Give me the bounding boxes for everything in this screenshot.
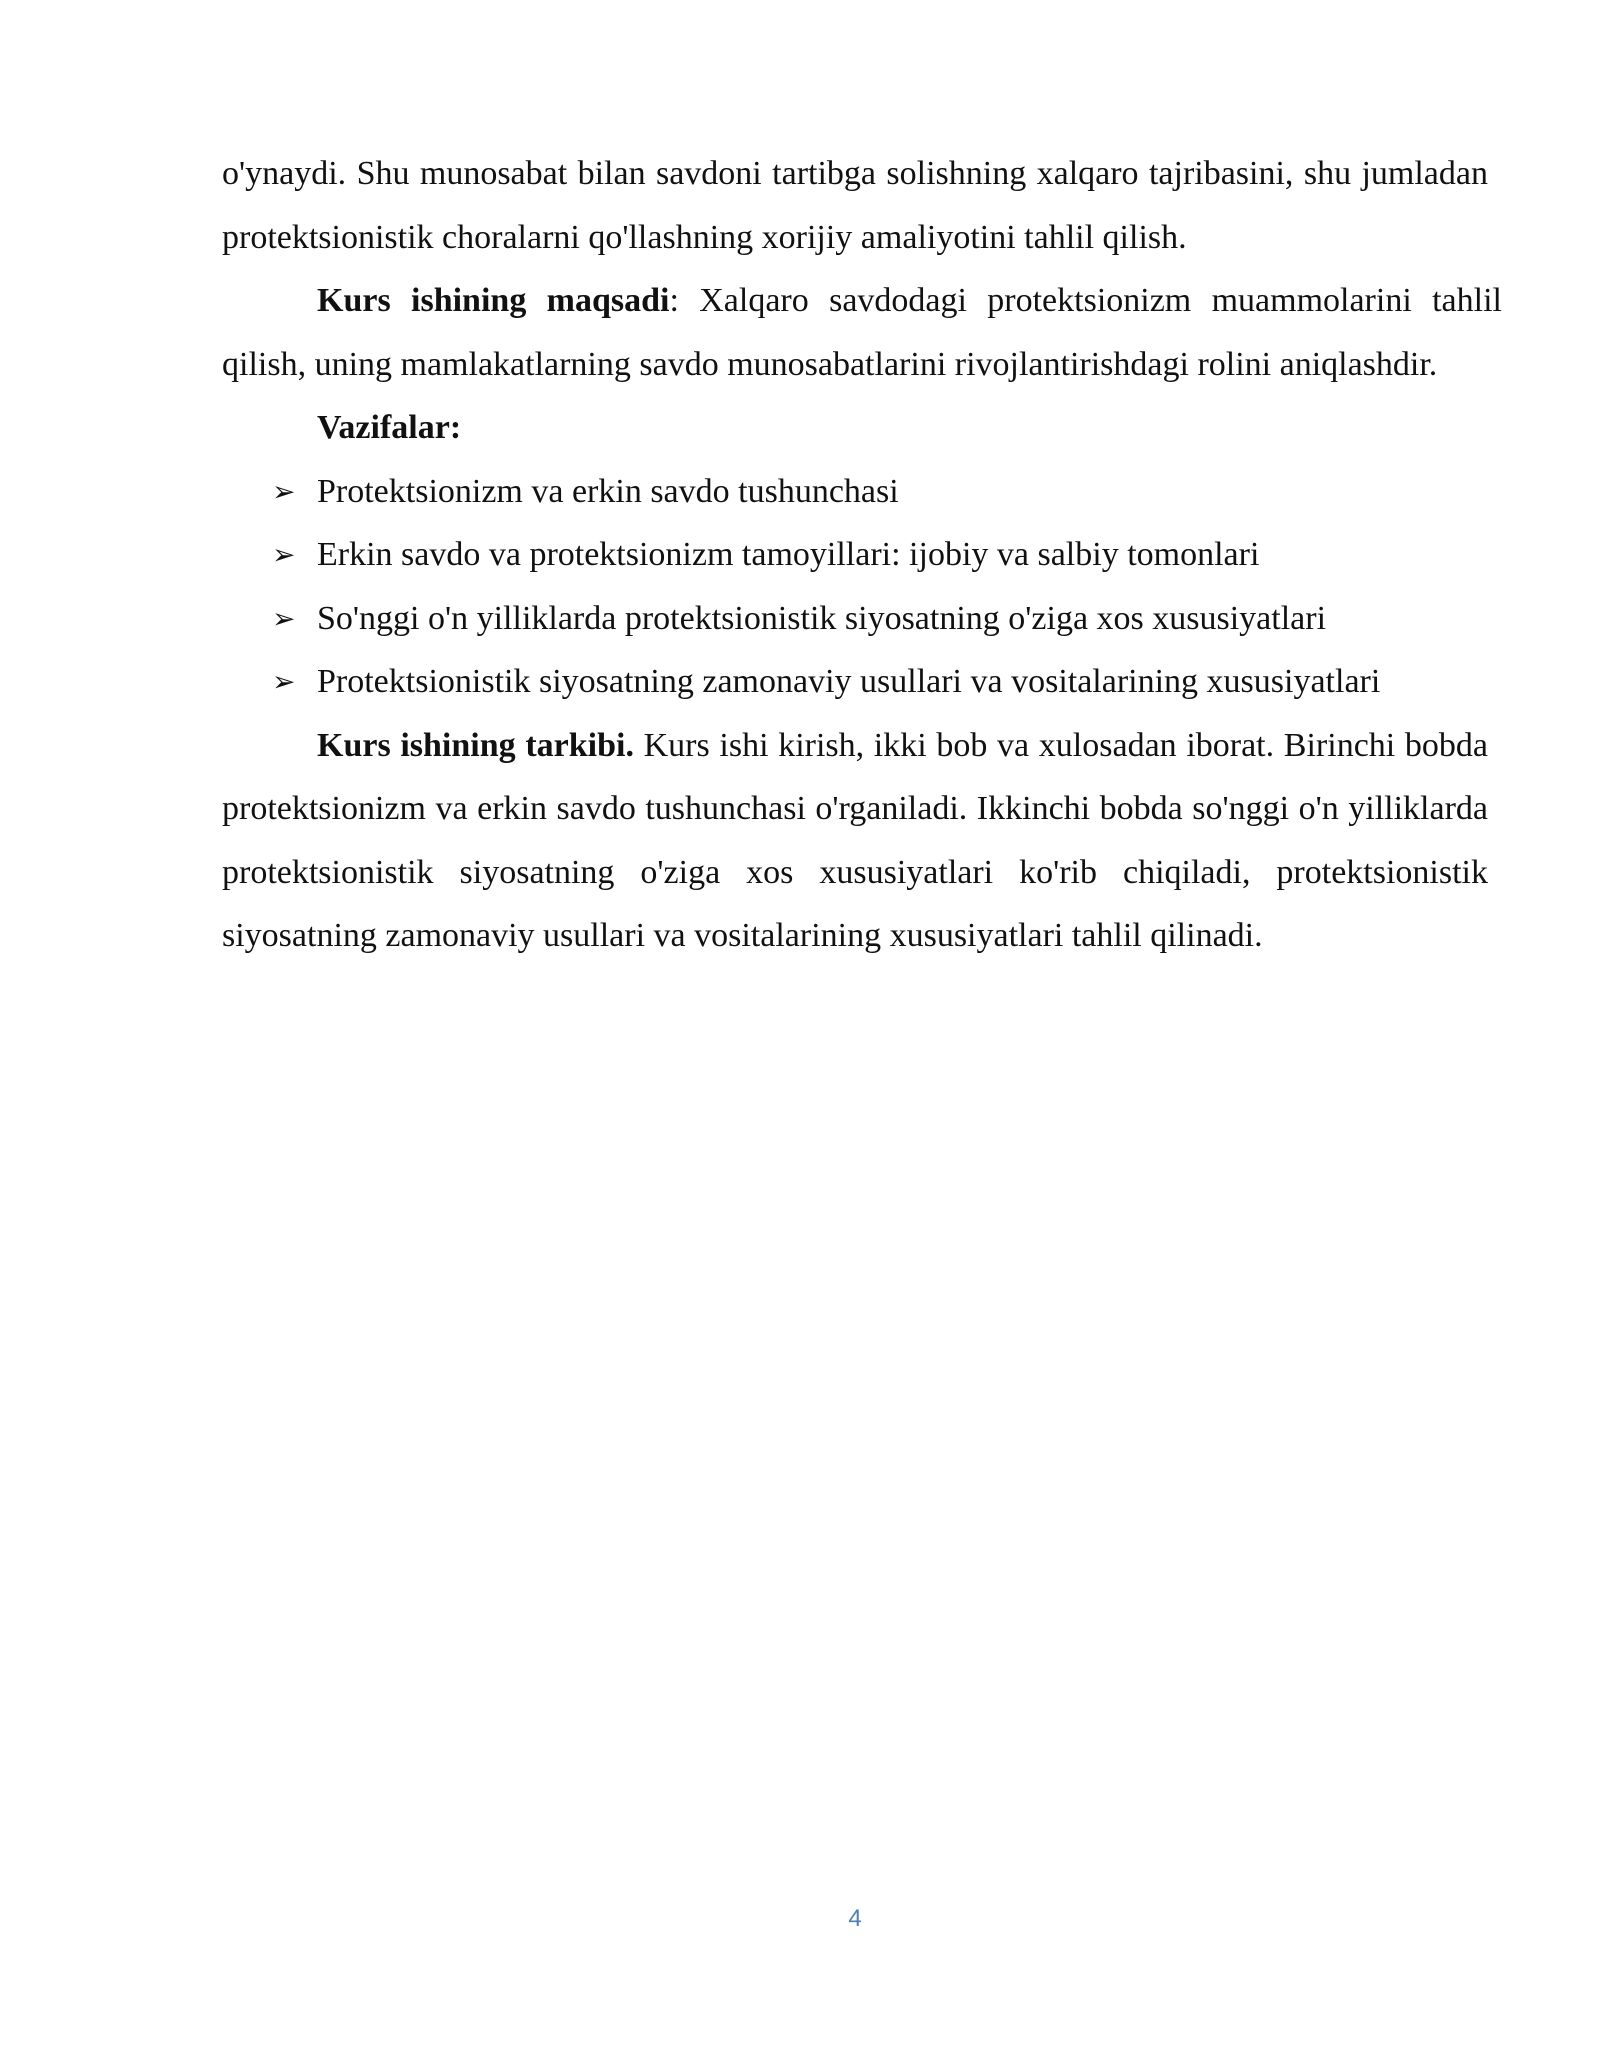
list-item (222, 460, 1488, 524)
arrowhead-bullet-icon: ➢ (272, 474, 296, 508)
document-body (222, 142, 1502, 968)
list-item (222, 587, 1488, 651)
arrowhead-bullet-icon: ➢ (272, 538, 296, 571)
task-text: Protektsionizm va erkin savdo tushunchasi (317, 472, 899, 510)
structure-label: Kurs ishining tarkibi. (317, 726, 634, 764)
list-item (222, 523, 1488, 587)
tasks-heading: Vazifalar: (317, 409, 462, 446)
goal-label: Kurs ishining maqsadi (317, 282, 670, 319)
intro-paragraph: o'ynaydi. Shu munosabat bilan savdoni tartibga solishning xalqaro tajribasini, shu jumladan protektsionistik choralarni qo'llashning xorijiy amaliyotini tahlil qilish. (222, 155, 1488, 256)
arrowhead-bullet-icon: ➢ (272, 601, 296, 635)
tasks-list (222, 460, 1488, 714)
structure-text: Kurs ishi kirish, ikki bob va xulosadan iborat. Birinchi bobda protektsionizm va erkin savdo tushunchasi o'rganiladi. Ikkinchi bobda so'nggi o'n yilliklarda protektsionistik siyosatning o'ziga xos xususiyatlari ko'rib chiqiladi, protektsionistik siyosatning zamonaviy usullari va vositalarining xususiyatlari tahlil qilinadi. (222, 726, 1488, 954)
task-text: Erkin savdo va protektsionizm tamoyillari: ijobiy va salbiy tomonlari (317, 536, 1260, 573)
arrowhead-bullet-icon: ➢ (272, 665, 296, 698)
task-text: Protektsionistik siyosatning zamonaviy usullari va vositalarining xususiyatlari (317, 663, 1381, 700)
task-text: So'nggi o'n yilliklarda protektsionistik siyosatning o'ziga xos xususiyatlari (317, 599, 1327, 637)
page-number: 4 (848, 1905, 862, 1932)
structure-paragraph (222, 714, 1488, 968)
list-item (222, 650, 1488, 714)
goal-paragraph (222, 269, 1502, 396)
goal-text: : Xalqaro savdodagi protektsionizm muammolarini tahlil qilish, uning mamlakatlarning savdo munosabatlarini rivojlantirishdagi rolini aniqlashdir. (222, 282, 1502, 383)
